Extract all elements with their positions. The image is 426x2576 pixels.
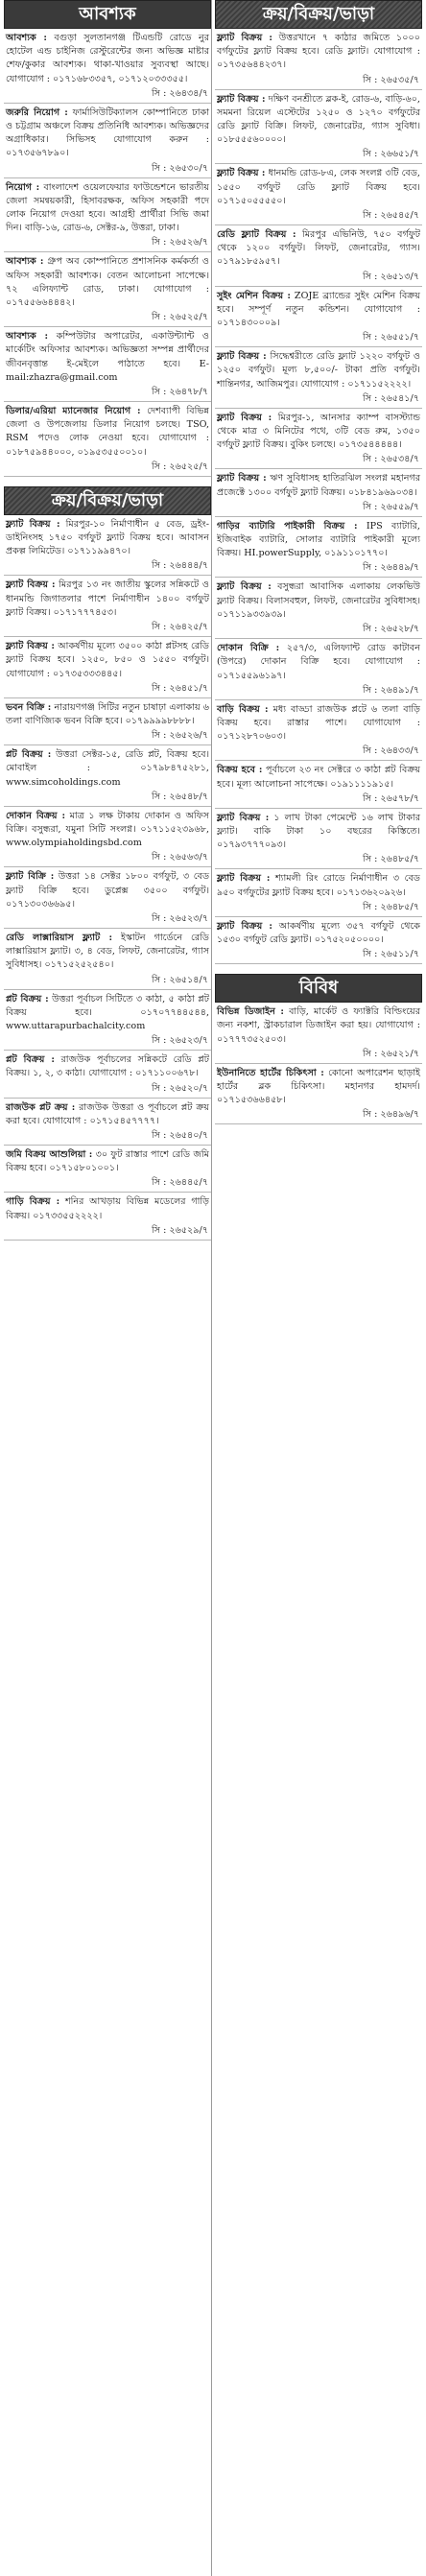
ad-reference-code: সি : ২৬৫৬৩/৭ [151, 852, 208, 863]
ad-keyword: ফ্ল্যাট বিক্রয় : [217, 351, 267, 363]
ad-keyword: আবশ্যক : [6, 256, 44, 268]
ad-reference-code: সি : ২৬৫২৩/৭ [151, 912, 208, 924]
ad-text: উত্তরা সেক্টর-১৫, রেডি প্লট, বিক্রয় হবে। মোবাইল : ০১৭৯৮৪৭৫২৮১, www.simcoholdings.com [6, 749, 209, 788]
ad-reference-code: সি : ২৬৫৩৪/৭ [362, 454, 419, 465]
ad-text: বাড়ি, মার্কেট ও ফ্যাক্টরি বিল্ডিংয়ের জন্য নকশা, স্ট্রাকচারাল ডিজাইন করা হয়। যোগাযোগ : ০১৭৭৭৩৫২৫০৩। [217, 1006, 420, 1045]
ad-reference-code: সি : ২৬৫২৫/৭ [151, 461, 208, 472]
ad-keyword: দোকান বিক্রয় : [6, 810, 65, 821]
ad-text: দেশব্যাপী বিভিন্ন জেলা ও উপজেলায় ডিলার নিয়োগ চলছে। TSO, RSM পদেও লোক নেওয়া হবে। যোগাযোগ : ০১৮৭৫৯৪৪০০০, ০১৯৫৩৫৫০০১০। [6, 406, 209, 458]
ad-keyword: ফ্ল্যাট বিক্রয় : [6, 579, 56, 591]
ad-reference-code: সি : ২৬৫৪১/৭ [362, 392, 419, 404]
ad-text: মাত্র ১ লক্ষ টাকায় দোকান ও অফিস বিক্রি। বসুন্ধরা, যমুনা সিটি সংলগ্ন। ০১৭১১৫২৩৯৬৮, www.olympiaholdingsbd.com [6, 810, 209, 849]
classified-ad [215, 761, 422, 808]
ad-reference-code: সি : ২৬৪৩৪/৭ [151, 87, 208, 99]
ad-keyword: বাড়ি বিক্রয় : [217, 703, 269, 715]
classified-ad [215, 409, 422, 470]
ad-text: রাজউক উত্তরা ও পূর্বাচলে প্লট ক্রয় করা হবে। যোগাযোগ : ০১৭১৫৪৫৭৭৭৭। [6, 1101, 210, 1126]
ad-text: IPS ব্যাটারি, ইজিবাইক ব্যাটারি, সোলার ব্যাটারি পাইকারী মূল্যে বিক্রয়। HI.powerSupply, ০১৯১১০১৭৭০। [217, 520, 420, 559]
classified-ad [4, 698, 211, 745]
ad-keyword: ফ্ল্যাট বিক্রয় : [6, 518, 60, 530]
ad-reference-code: সি : ২৬৪৪৫/৭ [151, 1177, 208, 1189]
ad-text: উত্তরখানে ৭ কাঠার জমিতে ১০০০ বর্গফুটের ফ্ল্যাট বিক্রয় হবে। রেডি ফ্ল্যাট। যোগাযোগ : ০১৭৩৫৬৪৪২৩৭। [217, 33, 421, 71]
ad-body [4, 637, 211, 682]
ad-keyword: ফ্ল্যাট বিক্রয় : [217, 812, 270, 823]
ad-reference-code: সি : ২৬৫৪০/৭ [151, 1129, 208, 1141]
classified-ad [4, 1051, 211, 1098]
ad-body [215, 809, 422, 854]
ad-keyword: জরুরি নিয়োগ : [6, 106, 68, 118]
ad-reference-code: সি : ২৬৫২৫/৭ [151, 312, 208, 323]
classified-ad [4, 1099, 211, 1146]
ad-body [215, 287, 422, 332]
ad-text: ইস্কাটন গার্ডেনে রেডি লাক্সারিয়াস ফ্ল্যাট। ৩, ৪ বেড, লিফট, জেনারেটর, গ্যাস সুবিধাসহ। ০১৭১৫২৫২৫৪০। [6, 932, 209, 971]
ad-keyword: ফ্ল্যাট বিক্রয় : [6, 641, 55, 652]
classified-ad [215, 1064, 422, 1125]
ad-keyword: সুইং মেশিন বিক্রয় : [217, 290, 291, 301]
ad-body [215, 225, 422, 271]
ad-reference-code: সি : ২৬৫১৩/৭ [362, 271, 419, 282]
classified-ad [4, 402, 211, 477]
ad-body [4, 104, 211, 162]
ad-reference-code: সি : ২৬৫২৬/৭ [151, 730, 208, 742]
ad-reference-code: সি : ২৬৫১৪/৭ [151, 974, 208, 985]
ad-reference-code: সি : ২৬৬৫১/৭ [362, 149, 419, 160]
ad-body [4, 402, 211, 461]
ad-body [4, 1146, 211, 1176]
ad-reference-code: সি : ২৬৪৭৮/৭ [151, 387, 208, 398]
ad-body [4, 576, 211, 621]
ad-body [215, 1064, 422, 1109]
ad-keyword: আবশ্যক : [6, 33, 47, 43]
ad-keyword: ভবন বিক্রি : [6, 701, 52, 713]
ad-text: বসুন্ধরা আবাসিক এলাকায় লেকভিউ ফ্ল্যাট বিক্রয়। বিলাসবহুল, লিফট, জেনারেটর সুবিধাসহ। ০১৭১১৯৩৩৯৩৯। [217, 581, 420, 620]
classified-ad [215, 1003, 422, 1064]
ad-reference-code: সি : ২৬৫৩০/৭ [151, 162, 208, 174]
ad-reference-code: সি : ২৬৫৪৮/৭ [151, 791, 208, 802]
ad-keyword: ফ্ল্যাট বিক্রয় : [217, 33, 272, 43]
classified-ad [4, 29, 211, 104]
classified-ad [215, 578, 422, 639]
section-header-misc: বিবিধ [215, 974, 422, 1003]
ad-keyword: ফ্ল্যাট বিক্রয় : [217, 412, 272, 423]
classified-ad [215, 164, 422, 225]
ad-keyword: আবশ্যক : [6, 331, 49, 343]
ad-body [215, 347, 422, 392]
section-header-need: আবশ্যক [4, 0, 211, 29]
ad-text: আকর্ষণীয় মূল্যে ৩৫৭ বর্গফুট থেকে ১৫৩০ বর্গফুট রেডি ফ্ল্যাট। ০১৭৫২০৫০০০০। [217, 920, 420, 945]
ad-text: কম্পিউটার অপারেটর, একাউন্ট্যান্ট ও মার্কেটিং অফিসার আবশ্যক। অভিজ্ঞতা সম্পন্ন প্রার্থীদের জীবনবৃত্তান্ত ই-মেইলে পাঠাতে হবে। E-mail:zhazra@gmail.com [6, 331, 209, 383]
ad-body [215, 578, 422, 623]
ad-text: কোনো অপারেশন ছাড়াই হার্টের ব্লক চিকিৎসা। মহানগর হামদর্দ। ০১৭১৫৩৬৬৪৫৮। [217, 1067, 420, 1106]
classified-ad [215, 639, 422, 700]
classified-ad [215, 809, 422, 870]
ad-text: ৩০ ফুট রাস্তার পাশে রেডি জমি বিক্রয় হবে। ০১৭১৫৮০১০০১। [6, 1148, 209, 1174]
classified-ad [4, 252, 211, 327]
ad-reference-code: সি : ২৬৪৮৫/৭ [362, 854, 419, 865]
ad-reference-code: সি : ২৬৫২৩/৭ [151, 1035, 208, 1047]
classified-ad [215, 517, 422, 579]
classified-ad [4, 807, 211, 868]
ad-keyword: প্লট বিক্রয় : [6, 749, 52, 761]
ad-reference-code: সি : ২৬৫২৮/৭ [362, 624, 419, 635]
ad-keyword: ডিলার/এরিয়া ম্যানেজার নিয়োগ : [6, 406, 141, 417]
ad-reference-code: সি : ২৬৫৫৯/৭ [362, 501, 419, 512]
ad-text: ZOJE ব্র্যান্ডের সুইং মেশিন বিক্রয় হবে। সম্পূর্ণ নতুন কন্ডিশন। যোগাযোগ : ০১৭১৪৩০০০৯। [217, 290, 420, 329]
ad-reference-code: সি : ২৬৫২১/৭ [362, 1048, 419, 1059]
classified-ad [215, 869, 422, 916]
column-divider [211, 0, 212, 2576]
ad-reference-code: সি : ২৬৫২৬/৭ [151, 237, 208, 248]
ad-body [4, 1193, 211, 1223]
ad-keyword: ফ্ল্যাট বিক্রয় : [217, 168, 266, 179]
ad-text: বগুড়া সুলতানগঞ্জ টিএন্ডটি রোডে নুর হোটেল এন্ড চাইনিজ রেস্টুরেন্টের জন্য অভিজ্ঞ মাষ্টার শেফ/কুকার আবশ্যক। থাকা-খাওয়ার সুব্যবস্থা আছে। যোগাযোগ : ০১৭১৬৮৩৩৫৭, ০১৭১২০৩৩৩৫৫। [6, 33, 209, 84]
ad-text: মধ্য বাড্ডা রাজউক প্লটে ৬ তলা বাড়ি বিক্রয় হবে। রাস্তার পাশে। যোগাযোগ : ০১৭১২৮৭০৬০৩। [217, 703, 420, 743]
ad-reference-code: সি : ২৬৪৪৯/৭ [362, 562, 419, 574]
ad-reference-code: সি : ২৬৫১১/৭ [362, 949, 419, 960]
ad-body [4, 327, 211, 386]
ad-reference-code: সি : ২৬৫৪৫/৭ [362, 210, 419, 222]
ad-reference-code: সি : ২৬৫২০/৭ [151, 1082, 208, 1094]
classified-ad [215, 287, 422, 348]
ad-reference-code: সি : ২৬৪৪৪/৭ [151, 560, 208, 572]
ad-body [215, 869, 422, 900]
right-column [215, 0, 422, 1124]
ad-body [4, 1099, 211, 1129]
ad-body [4, 515, 211, 560]
ad-keyword: ফ্ল্যাট বিক্রয় : [217, 473, 267, 484]
ad-body [215, 409, 422, 454]
property-ads-list-right [215, 29, 422, 964]
ad-body [215, 29, 422, 74]
classified-ad [4, 637, 211, 698]
ad-body [4, 1051, 211, 1081]
ad-body [215, 1003, 422, 1048]
ad-text: শনির আখড়ায় বিভিন্ন মডেলের গাড়ি বিক্রয়। ০১৭৩৩৫৫২২২২। [6, 1196, 209, 1221]
classified-ad [215, 90, 422, 165]
ad-text: দক্ষিণ বনশ্রীতে ব্লক-ই, রোড-৬, বাড়ি-৬০, সমমনা রিয়েল এস্টেটের ১২৫০ ও ১২৭০ বর্গফুটের রেডি ফ্ল্যাট বিক্রি। লিফট, জেনারেটর, গ্যাস সুবিধা। ০১৮৫৫৫৬০০০০। [217, 93, 420, 146]
ad-keyword: ফ্ল্যাট বিক্রয় : [217, 581, 272, 593]
ad-text: সিদ্ধেশ্বরীতে রেডি ফ্ল্যাট ১২২০ বর্গফুট ও ১২৫০ বর্গফুট। মূল্য ৮,৫০০/- টাকা প্রতি বর্গফুট। শান্তিনগর, আজিমপুর। যোগাযোগ : ০১৭১১৫২২২২। [217, 351, 420, 390]
ad-text: বাংলাদেশ ওয়েলফেয়ার ফাউন্ডেশনে ভারতীয় জেলা সমন্বয়কারী, হিসাবরক্ষক, অফিস সহকারী পদে লোক নিয়োগ দেওয়া হবে। আগ্রহী প্রার্থীরা সিভি জমা দিন। বাড়ি-১৬, রোড-৬, সেক্টর-৯, উত্তরা, ঢাকা। [6, 181, 209, 234]
ad-text: ২৫৭/৩, এলিফ্যান্ট রোড কাটাবন (উপরে) দোকান বিক্রি হবে। যোগাযোগ : ০১৭১৫৫৯৬১৯৭। [217, 643, 420, 681]
ad-keyword: জমি বিক্রয় আশুলিয়া : [6, 1148, 93, 1160]
classified-ad [4, 104, 211, 178]
classified-ad [4, 990, 211, 1052]
classified-ad [215, 347, 422, 409]
ad-text: শ্যামলী রিং রোডে নির্মাণাধীন ৩ বেড ৯৫০ বর্গফুটের ফ্ল্যাট বিক্রয় হবে। ০১৭১৩৬২০৯২৬। [217, 873, 420, 898]
ad-body [215, 90, 422, 149]
property-ads-list-left [4, 515, 211, 1241]
ad-keyword: ফ্ল্যাট বিক্রি : [6, 871, 55, 883]
ad-keyword: গাড়ি বিক্রয় : [6, 1196, 60, 1208]
classified-ad [4, 929, 211, 990]
ad-reference-code: সি : ২৬৫৫১/৭ [362, 332, 419, 343]
ad-body [4, 745, 211, 791]
classified-ad [215, 225, 422, 287]
ad-reference-code: সি : ২৬৪৮৫/৭ [362, 901, 419, 912]
ad-keyword: ইউনানিতে হার্টের চিকিৎসা : [217, 1067, 324, 1078]
ad-body [4, 29, 211, 87]
classified-ad [215, 29, 422, 90]
ad-reference-code: সি : ২৬৫৩৫/৭ [362, 74, 419, 85]
classified-ad [4, 867, 211, 929]
ad-body [4, 698, 211, 729]
ad-keyword: নিয়োগ : [6, 181, 40, 193]
ad-keyword: রাজউক প্লট ক্রয় : [6, 1101, 76, 1113]
ad-body [4, 252, 211, 311]
section-header-buy-sell-rent-right: ক্রয়/বিক্রয়/ভাড়া [215, 0, 422, 29]
ad-keyword: ফ্ল্যাট বিক্রয় : [217, 873, 271, 885]
ad-body [215, 761, 422, 792]
classified-ad [4, 745, 211, 807]
ad-text: উত্তরা পূর্বাচল সিটিতে ৩ কাঠা, ৫ কাঠা প্লট বিক্রয় হবে। ০১৭০৭৭৪৪৫৪৪, www.uttarapurbachalcity.com [6, 993, 209, 1031]
ad-body [4, 178, 211, 237]
ad-keyword: রেডি ফ্ল্যাট বিক্রয় : [217, 229, 296, 241]
ad-body [4, 929, 211, 974]
ad-text: গ্রুপ অব কোম্পানিতে প্রশাসনিক কর্মকর্তা ও অফিস সহকারী আবশ্যক। বেতন আলোচনা সাপেক্ষে। ৭২ এলিফ্যান্ট রোড, ঢাকা। যোগাযোগ : ০১৭৫৫৬৬৪৪৪২। [6, 256, 209, 309]
ad-text: মিরপুর-১, আনসার ক্যাম্প বাসস্ট্যান্ড থেকে মাত্র ৩ মিনিটের পথে, ৩টি বেড রুম, ১৩৫০ বর্গফুট ফ্ল্যাট বিক্রয়। বুকিং চলছে। ০১৭৩৫৪৪৪৪৪। [217, 412, 421, 451]
ad-reference-code: সি : ২৬৪৩৩/৭ [362, 745, 419, 757]
ad-keyword: গাড়ির ব্যাটারি পাইকারী বিক্রয় : [217, 520, 358, 532]
classified-ad [215, 700, 422, 762]
ad-text: পূর্বাচলে ২৩ নং সেক্টরে ৩ কাঠা প্লট বিক্রয় হবে। মূল্য আলোচনা সাপেক্ষে। ০১৯১১১১৯১৫। [217, 765, 420, 790]
ad-keyword: ফ্ল্যাট বিক্রয় : [217, 93, 266, 105]
ad-keyword: বিভিন্ন ডিজাইন : [217, 1006, 284, 1018]
classified-ad [215, 917, 422, 964]
ad-text: রাজউক পূর্বাচলের সন্নিকটে রেডি প্লট বিক্রয়। ১, ২, ৩ কাঠা। যোগাযোগ : ০১৭১১০০৬৭৮। [6, 1054, 209, 1079]
left-column [4, 0, 211, 1241]
ad-reference-code: সি : ২৬৪৯১/৭ [362, 684, 419, 696]
ad-body [215, 469, 422, 500]
classified-ad [4, 576, 211, 637]
ad-body [4, 990, 211, 1035]
ad-keyword: প্লট বিক্রয় : [6, 1054, 55, 1066]
ad-reference-code: সি : ২৬৫৭৮/৭ [362, 792, 419, 804]
ad-keyword: ফ্ল্যাট বিক্রয় : [217, 920, 272, 932]
misc-ads-list [215, 1003, 422, 1124]
ad-body [215, 700, 422, 745]
ad-text: ঋণ সুবিধাসহ হাতিরঝিল সংলগ্ন মহানগর প্রজেক্টে ১৩০০ বর্গফুট ফ্ল্যাট বিক্রয়। ০১৮৪১৯৬৯০৩৪। [217, 473, 420, 498]
ad-keyword: প্লট বিক্রয় : [6, 993, 49, 1004]
ad-reference-code: সি : ২৬৪২৫/৭ [151, 622, 208, 633]
ad-text: ধানমন্ডি রোড-৮এ, লেক সংলগ্ন ৩টি বেড, ১৫৫০ বর্গফুট রেডি ফ্ল্যাট বিক্রয় হবে। ০১৭১৫০৫৫৫৫০। [217, 168, 420, 206]
ad-body [215, 517, 422, 562]
ad-text: ফার্মাসিউটিক্যালস কোম্পানিতে ঢাকা ও চট্টগ্রাম অঞ্চলে বিক্রয় প্রতিনিধি আবশ্যক। অভিজ্ঞদের অগ্রাধিকার। সিভিসহ যোগাযোগ করুন : ০১৭৩৫৬৭৮৯০। [6, 106, 209, 159]
ad-keyword: রেডি লাক্সারিয়াস ফ্ল্যাট : [6, 932, 113, 943]
ad-text: মিরপুর ১৩ নং জাতীয় স্কুলের সন্নিকটে ও ধানমন্ডি জিগাতলার পাশে নির্মাণাধীন ১৪০০ বর্গফুট ফ্ল্যাট বিক্রয়। ০১৭১৭৭৭৪৫৩। [6, 579, 209, 618]
ad-body [4, 867, 211, 912]
ad-text: ১ লাখ টাকা পেমেন্টে ১৬ লাখ টাকার ফ্ল্যাট। বাকি টাকা ১০ বছরের কিস্তিতে। ০১৭৯৩৭৭৭০৯৩। [217, 812, 420, 851]
ad-keyword: দোকান বিক্রি : [217, 643, 280, 654]
ad-keyword: বিক্রয় হবে : [217, 765, 263, 776]
ad-text: উত্তরা ১৪ সেক্টর ১৮০০ বর্গফুট, ৩ বেড ফ্ল্যাট বিক্রি হবে। ডুপ্লেক্স ৩৫০০ বর্গফুট। ০১৭১৩০৩৬৬৯৫। [6, 871, 209, 910]
ad-reference-code: সি : ২৬৫২৯/৭ [151, 1224, 208, 1236]
classified-ad [4, 515, 211, 577]
section-header-buy-sell-rent-left: ক্রয়/বিক্রয়/ভাড়া [4, 486, 211, 515]
classified-ad [4, 327, 211, 402]
ad-body [215, 164, 422, 209]
ad-body [215, 917, 422, 948]
ad-body [4, 807, 211, 852]
need-ads-list [4, 29, 211, 477]
classified-ad [4, 1193, 211, 1240]
ad-text: মিরপুর এভিনিউ, ৭৫০ বর্গফুট থেকে ১২০০ বর্গফুট। লিফট, জেনারেটর, গ্যাস। ০১৭৯১৮৫৯৫৭। [217, 229, 420, 268]
classified-ad [215, 469, 422, 516]
ad-reference-code: সি : ২৬৪৯৬/৭ [362, 1109, 419, 1121]
ad-text: মিরপুর-১০ নির্মাণাধীন ৫ বেড, ড্রইং-ডাইনিংসহ ১৭৫০ বর্গফুট ফ্ল্যাট বিক্রয় হবে। আবাসন প্রকল্প লিমিটেড। ০১৭১১৯৯৪৭০। [6, 518, 209, 557]
classified-ad [4, 178, 211, 253]
ad-body [215, 639, 422, 684]
classified-ad [4, 1146, 211, 1193]
ad-reference-code: সি : ২৬৪৫১/৭ [151, 682, 208, 694]
ad-text: নারায়ণগঞ্জ সিটির নতুন চাষাঢ়া এলাকায় ৬ তলা বাণিজ্যিক ভবন বিক্রি হবে। ০১৭৯৯৯৯৮৮৮৮। [6, 701, 209, 726]
ad-text: আকর্ষণীয় মূল্যে ৩৫০০ কাঠা প্লটসহ রেডি ফ্ল্যাট বিক্রয় হবে। ১২৫০, ৮৫০ ও ১৫৫০ বর্গফুট। যোগাযোগ : ০১৭৩৫৩৩৩৪৪৫। [6, 641, 209, 679]
